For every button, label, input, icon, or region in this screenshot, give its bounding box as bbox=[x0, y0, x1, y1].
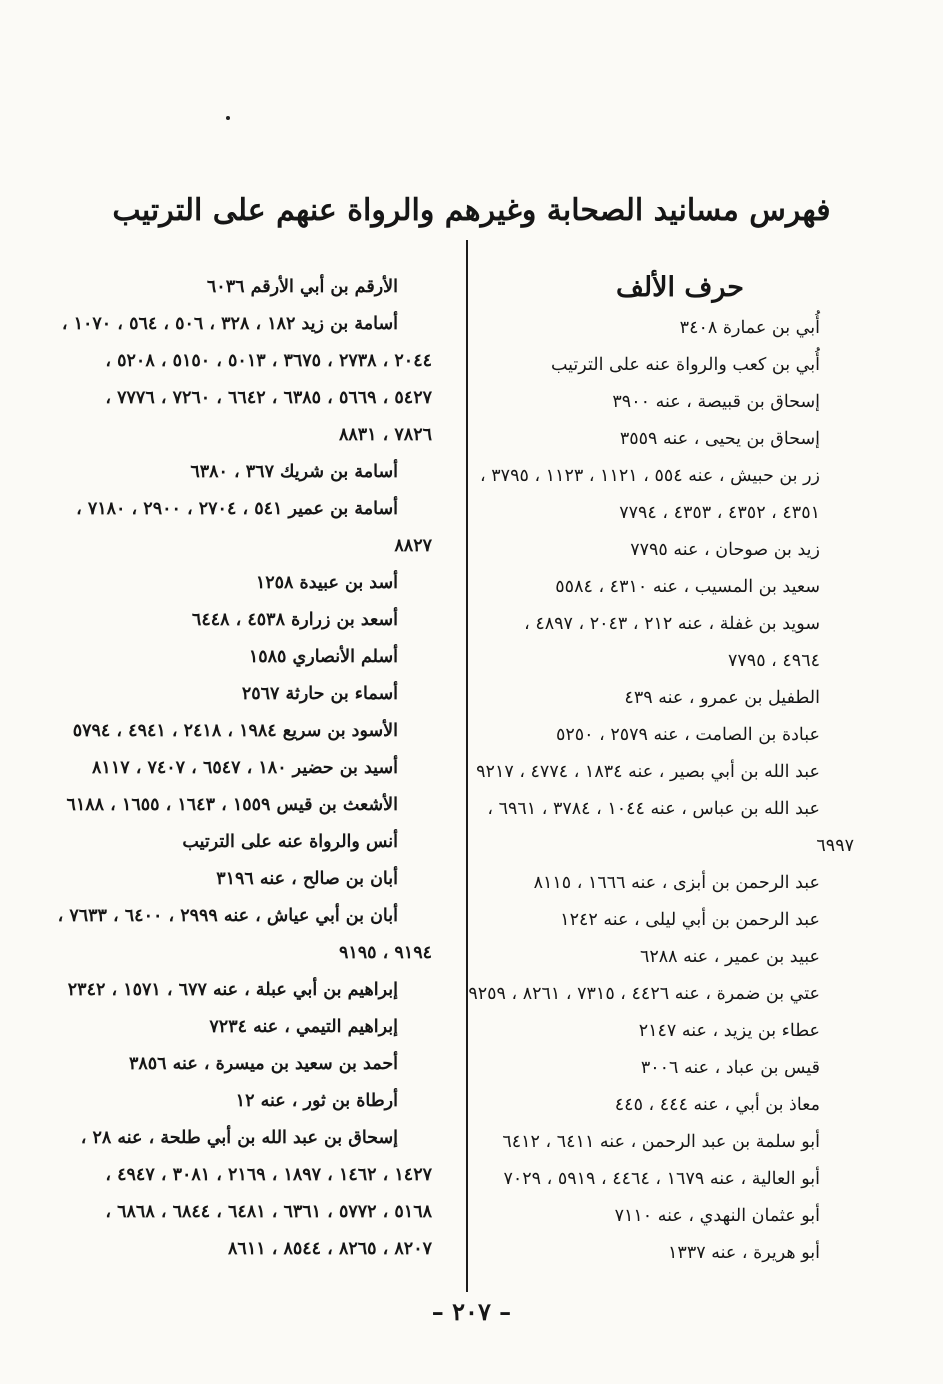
index-line: أبو سلمة بن عبد الرحمن ، عنه ٦٤١١ ، ٦٤١٢ bbox=[502, 1132, 820, 1152]
ink-speck bbox=[226, 116, 230, 120]
index-line: إسحاق بن عبد الله بن أبي طلحة ، عنه ٢٨ ، bbox=[80, 1128, 398, 1148]
index-line: عطاء بن يزيد ، عنه ٢١٤٧ bbox=[638, 1021, 820, 1041]
page-title: فهرس مسانيد الصحابة وغيرهم والرواة عنهم على الترتيب bbox=[112, 193, 831, 228]
index-line: أسد بن عبيدة ١٢٥٨ bbox=[255, 573, 398, 593]
index-line: أبان بن صالح ، عنه ٣١٩٦ bbox=[216, 869, 398, 889]
index-line: عبد الرحمن بن أبي ليلى ، عنه ١٢٤٢ bbox=[560, 910, 820, 930]
index-line: الطفيل بن عمرو ، عنه ٤٣٩ bbox=[624, 688, 820, 708]
index-line: ٥١٦٨ ، ٥٧٧٢ ، ٦٣٦١ ، ٦٤٨١ ، ٦٨٤٤ ، ٦٨٦٨ ، bbox=[105, 1202, 432, 1222]
right-column-lines bbox=[468, 310, 854, 1272]
index-line: أسعد بن زرارة ٤٥٣٨ ، ٦٤٤٨ bbox=[191, 610, 398, 630]
index-line: ٨٢٠٧ ، ٨٢٦٥ ، ٨٥٤٤ ، ٨٦١١ bbox=[228, 1239, 432, 1259]
left-column bbox=[46, 266, 432, 1296]
index-line: عتي بن ضمرة ، عنه ٤٤٢٦ ، ٧٣١٥ ، ٨٢٦١ ، ٩٢٥٩ bbox=[468, 984, 820, 1004]
index-line: ٢٠٤٤ ، ٢٧٣٨ ، ٣٦٧٥ ، ٥٠١٣ ، ٥١٥٠ ، ٥٢٠٨ ، bbox=[105, 351, 432, 371]
index-line: أُبي بن كعب والرواة عنه على الترتيب bbox=[550, 355, 820, 375]
index-line: إبراهيم بن أبي عبلة ، عنه ٦٧٧ ، ١٥٧١ ، ٢٣٤٢ bbox=[67, 980, 398, 1000]
index-line: ١٤٢٧ ، ١٤٦٢ ، ١٨٩٧ ، ٢١٦٩ ، ٣٠٨١ ، ٤٩٤٧ ، bbox=[105, 1165, 432, 1185]
index-line: أحمد بن سعيد بن ميسرة ، عنه ٣٨٥٦ bbox=[128, 1054, 398, 1074]
index-line: أبان بن أبي عياش ، عنه ٢٩٩٩ ، ٦٤٠٠ ، ٧٦٣٣ ، bbox=[57, 906, 398, 926]
index-line: عبادة بن الصامت ، عنه ٢٥٧٩ ، ٥٢٥٠ bbox=[555, 725, 820, 745]
index-line: الأشعث بن قيس ١٥٥٩ ، ١٦٤٣ ، ١٦٥٥ ، ٦١٨٨ bbox=[66, 795, 398, 815]
index-line: ٩١٩٤ ، ٩١٩٥ bbox=[338, 943, 432, 963]
index-line: قيس بن عباد ، عنه ٣٠٠٦ bbox=[640, 1058, 820, 1078]
index-line: الأرقم بن أبي الأرقم ٦٠٣٦ bbox=[206, 277, 398, 297]
index-line: زر بن حبيش ، عنه ٥٥٤ ، ١١٢١ ، ١١٢٣ ، ٣٧٩٥ ، bbox=[480, 466, 820, 486]
index-line: ٦٩٩٧ bbox=[816, 836, 854, 856]
index-line: أسماء بن حارثة ٢٥٦٧ bbox=[241, 684, 398, 704]
index-line: أسلم الأنصاري ١٥٨٥ bbox=[248, 647, 398, 667]
index-line: عبيد بن عمير ، عنه ٦٢٨٨ bbox=[639, 947, 820, 967]
index-line: معاذ بن أبي ، عنه ٤٤٤ ، ٤٤٥ bbox=[614, 1095, 820, 1115]
index-line: عبد الرحمن بن أبزى ، عنه ١٦٦٦ ، ٨١١٥ bbox=[533, 873, 820, 893]
index-line: عبد الله بن أبي بصير ، عنه ١٨٣٤ ، ٤٧٧٤ ، ٩٢١٧ bbox=[476, 762, 820, 782]
section-heading: حرف الألف bbox=[615, 272, 744, 303]
index-line: إبراهيم التيمي ، عنه ٧٢٣٤ bbox=[209, 1017, 398, 1037]
index-line: أبو عثمان النهدي ، عنه ٧١١٠ bbox=[614, 1206, 820, 1226]
index-line: ٨٨٢٧ bbox=[394, 536, 432, 556]
index-line: زيد بن صوحان ، عنه ٧٧٩٥ bbox=[630, 540, 820, 560]
index-line: أسامة بن عمير ٥٤١ ، ٢٧٠٤ ، ٢٩٠٠ ، ٧١٨٠ ، bbox=[76, 499, 398, 519]
index-line: أبو العالية ، عنه ١٦٧٩ ، ٤٤٦٤ ، ٥٩١٩ ، ٧٠٢٩ bbox=[503, 1169, 820, 1189]
index-line: سويد بن غفلة ، عنه ٢١٢ ، ٢٠٤٣ ، ٤٨٩٧ ، bbox=[524, 614, 820, 634]
index-line: أنس والرواة عنه على الترتيب bbox=[182, 832, 398, 852]
right-column bbox=[468, 266, 854, 1296]
index-line: عبد الله بن عباس ، عنه ١٠٤٤ ، ٣٧٨٤ ، ٦٩٦١ ، bbox=[487, 799, 820, 819]
index-line: أرطاة بن ثور ، عنه ١٢ bbox=[235, 1091, 398, 1111]
index-line: أسامة بن شريك ٣٦٧ ، ٦٣٨٠ bbox=[190, 462, 398, 482]
index-line: ٧٨٢٦ ، ٨٨٣١ bbox=[338, 425, 432, 445]
left-column-lines bbox=[46, 269, 432, 1268]
page-number: – ٢٠٧ – bbox=[431, 1297, 512, 1326]
index-line: ٤٣٥١ ، ٤٣٥٢ ، ٤٣٥٣ ، ٧٧٩٤ bbox=[619, 503, 820, 523]
index-line: إسحاق بن يحيى ، عنه ٣٥٥٩ bbox=[619, 429, 820, 449]
column-divider bbox=[466, 240, 468, 1292]
index-line: أبو هريرة ، عنه ١٣٣٧ bbox=[668, 1243, 820, 1263]
index-line: إسحاق بن قبيصة ، عنه ٣٩٠٠ bbox=[612, 392, 820, 412]
index-line: ٥٤٢٧ ، ٥٦٦٩ ، ٦٣٨٥ ، ٦٦٤٢ ، ٧٢٦٠ ، ٧٧٧٦ ، bbox=[105, 388, 432, 408]
index-line: سعيد بن المسيب ، عنه ٤٣١٠ ، ٥٥٨٤ bbox=[555, 577, 820, 597]
index-line: أسامة بن زيد ١٨٢ ، ٣٢٨ ، ٥٠٦ ، ٥٦٤ ، ١٠٧٠ ، bbox=[61, 314, 398, 334]
index-line: أسيد بن حضير ١٨٠ ، ٦٥٤٧ ، ٧٤٠٧ ، ٨١١٧ bbox=[92, 758, 398, 778]
index-line: الأسود بن سريع ١٩٨٤ ، ٢٤١٨ ، ٤٩٤١ ، ٥٧٩٤ bbox=[72, 721, 398, 741]
index-line: أُبي بن عمارة ٣٤٠٨ bbox=[679, 318, 820, 338]
index-line: ٤٩٦٤ ، ٧٧٩٥ bbox=[728, 651, 820, 671]
